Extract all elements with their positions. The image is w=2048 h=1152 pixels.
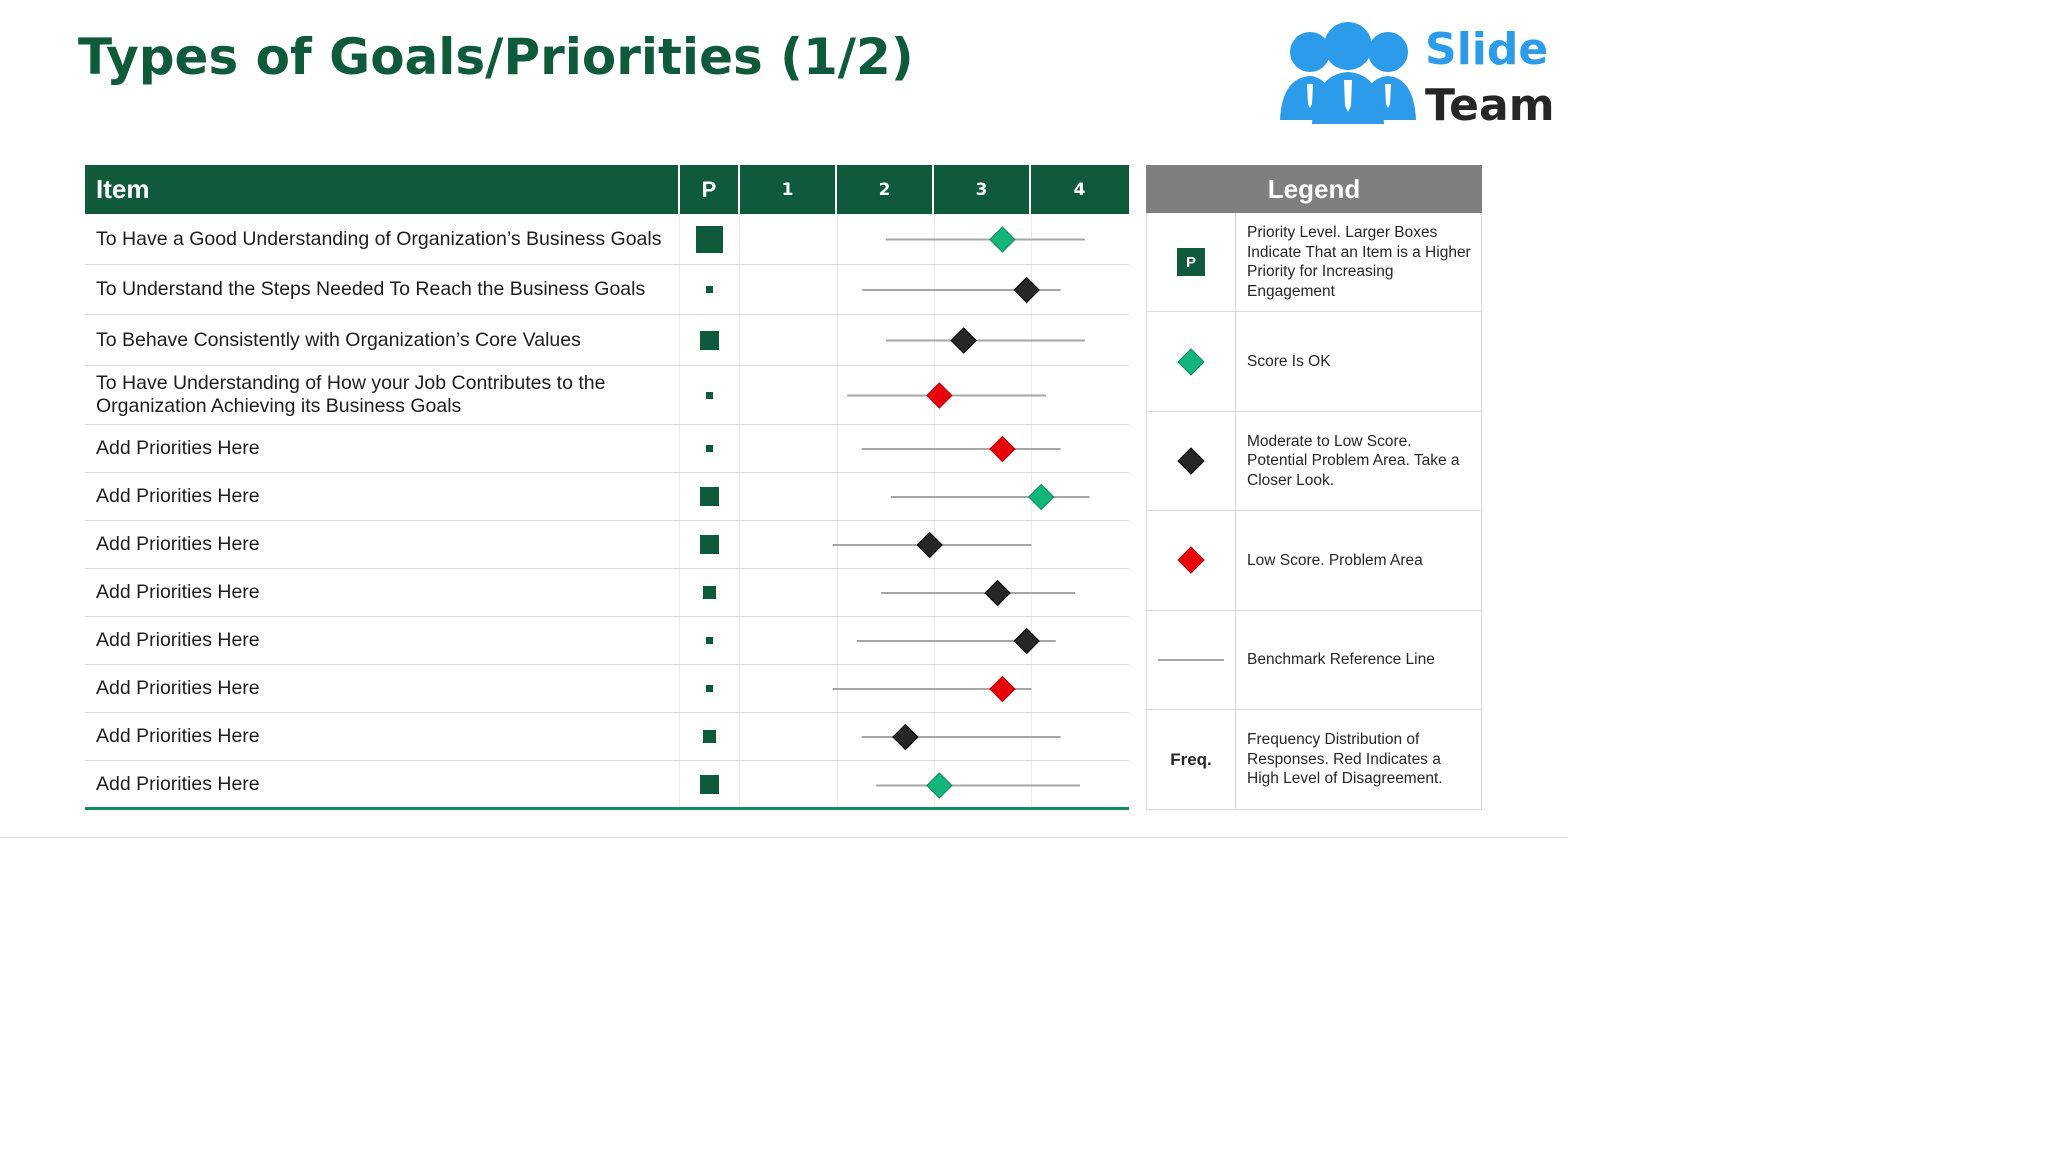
score-diamond-moderate: [893, 725, 918, 750]
table-row: [85, 214, 1129, 265]
logo-text-slide: Slide: [1425, 24, 1549, 75]
logo-text-team: Team: [1425, 80, 1555, 131]
table-body: [85, 214, 1129, 810]
header-scale-3: 3: [934, 165, 1031, 214]
table-row: [85, 315, 1129, 366]
row-priority-cell: [680, 315, 740, 365]
header-scale-2: 2: [837, 165, 934, 214]
row-score-chart: [740, 569, 1129, 616]
table-row: [85, 473, 1129, 521]
score-diamond-ok: [927, 773, 952, 798]
priority-box-icon: [706, 685, 713, 692]
row-item-label: Add Priorities Here: [85, 665, 680, 712]
row-item-label: Add Priorities Here: [85, 761, 680, 807]
row-score-chart: [740, 366, 1129, 424]
row-priority-cell: [680, 617, 740, 664]
row-item-label: Add Priorities Here: [85, 473, 680, 520]
table-row: [85, 366, 1129, 425]
page-title: Types of Goals/Priorities (1/2): [78, 28, 914, 86]
legend-row-benchmark: [1147, 611, 1481, 710]
table-row: [85, 761, 1129, 810]
score-plot: [740, 366, 1129, 425]
score-diamond-ok: [1029, 485, 1054, 510]
diamond-moderate-icon: [1176, 446, 1206, 476]
table-row: [85, 265, 1129, 315]
priority-box-icon: [700, 535, 719, 554]
row-score-chart: [740, 315, 1129, 365]
legend-text-moderate: Moderate to Low Score. Potential Problem Area. Take a Closer Look.: [1247, 432, 1460, 489]
row-score-chart: [740, 617, 1129, 664]
row-score-chart: [740, 425, 1129, 472]
row-priority-cell: [680, 665, 740, 712]
row-priority-cell: [680, 425, 740, 472]
priority-box-icon: [703, 586, 716, 599]
row-score-chart: [740, 473, 1129, 520]
row-item-label: Add Priorities Here: [85, 521, 680, 568]
row-priority-cell: [680, 473, 740, 520]
score-plot: [740, 713, 1129, 761]
row-priority-cell: [680, 761, 740, 807]
table-row: [85, 665, 1129, 713]
score-plot: [740, 761, 1129, 810]
legend-row-ok: [1147, 312, 1481, 411]
score-diamond-low: [990, 437, 1015, 462]
row-item-label: Add Priorities Here: [85, 425, 680, 472]
legend-title: Legend: [1146, 165, 1482, 213]
priorities-table: [85, 165, 1129, 810]
table-row: [85, 713, 1129, 761]
score-diamond-moderate: [1014, 278, 1039, 303]
score-plot: [740, 521, 1129, 569]
row-priority-cell: [680, 265, 740, 314]
legend-text-ok: Score Is OK: [1247, 352, 1331, 370]
row-item-label: To Behave Consistently with Organization’s Core Values: [85, 315, 680, 365]
table-header: [85, 165, 1129, 214]
priority-box-icon: [706, 637, 713, 644]
priority-box-icon: [700, 487, 719, 506]
legend-row-moderate: [1147, 412, 1481, 511]
row-priority-cell: [680, 521, 740, 568]
header-item: Item: [85, 165, 680, 214]
row-score-chart: [740, 265, 1129, 314]
score-diamond-moderate: [1014, 629, 1039, 654]
score-diamond-moderate: [985, 581, 1010, 606]
row-priority-cell: [680, 569, 740, 616]
row-priority-cell: [680, 366, 740, 424]
diamond-low-icon: [1176, 545, 1206, 575]
row-item-label: Add Priorities Here: [85, 617, 680, 664]
row-item-label: To Understand the Steps Needed To Reach the Business Goals: [85, 265, 680, 314]
priority-box-icon: [706, 392, 713, 399]
score-plot: [740, 425, 1129, 473]
benchmark-line-icon: [1156, 657, 1226, 663]
diamond-ok-icon: [1176, 347, 1206, 377]
score-diamond-low: [990, 677, 1015, 702]
score-plot: [740, 473, 1129, 521]
score-diamond-moderate: [951, 328, 976, 353]
legend-text-priority: Priority Level. Larger Boxes Indicate That an Item is a Higher Priority for Increasing Engagement: [1247, 224, 1471, 300]
row-priority-cell: [680, 713, 740, 760]
header-scale-1: 1: [740, 165, 837, 214]
priority-box-icon: [706, 445, 713, 452]
score-plot: [740, 265, 1129, 315]
legend-row-freq: [1147, 710, 1481, 809]
priority-box-icon: [706, 286, 713, 293]
table-row: [85, 617, 1129, 665]
header-priority: P: [680, 165, 740, 214]
table-row: [85, 569, 1129, 617]
legend-row-priority: [1147, 213, 1481, 312]
score-plot: [740, 315, 1129, 366]
table-row: [85, 425, 1129, 473]
legend-text-low: Low Score. Problem Area: [1247, 551, 1423, 569]
priority-box-icon: [700, 331, 719, 350]
score-diamond-moderate: [917, 533, 942, 558]
score-plot: [740, 665, 1129, 713]
score-diamond-low: [927, 383, 952, 408]
row-score-chart: [740, 761, 1129, 807]
footer-divider: [0, 837, 1568, 838]
row-priority-cell: [680, 214, 740, 264]
legend-text-freq: Frequency Distribution of Responses. Red Indicates a High Level of Disagreement.: [1247, 731, 1443, 788]
row-item-label: To Have Understanding of How your Job Contributes to the Organization Achieving its Business Goals: [85, 366, 680, 424]
header-scale-4: 4: [1073, 179, 1086, 200]
row-score-chart: [740, 214, 1129, 264]
priority-box-icon: [700, 775, 719, 794]
row-score-chart: [740, 521, 1129, 568]
priority-box-icon: P: [1177, 248, 1205, 276]
row-item-label: Add Priorities Here: [85, 713, 680, 760]
priority-box-icon: [703, 730, 716, 743]
freq-label: Freq.: [1170, 749, 1212, 769]
score-plot: [740, 214, 1129, 265]
score-diamond-ok: [990, 227, 1015, 252]
legend-text-benchmark: Benchmark Reference Line: [1247, 651, 1435, 668]
row-item-label: Add Priorities Here: [85, 569, 680, 616]
legend-panel: [1146, 165, 1482, 810]
score-plot: [740, 617, 1129, 665]
row-item-label: To Have a Good Understanding of Organization’s Business Goals: [85, 214, 680, 264]
legend-row-low: [1147, 511, 1481, 610]
table-row: [85, 521, 1129, 569]
priority-box-icon: [696, 226, 723, 253]
row-score-chart: [740, 665, 1129, 712]
score-plot: [740, 569, 1129, 617]
row-score-chart: [740, 713, 1129, 760]
